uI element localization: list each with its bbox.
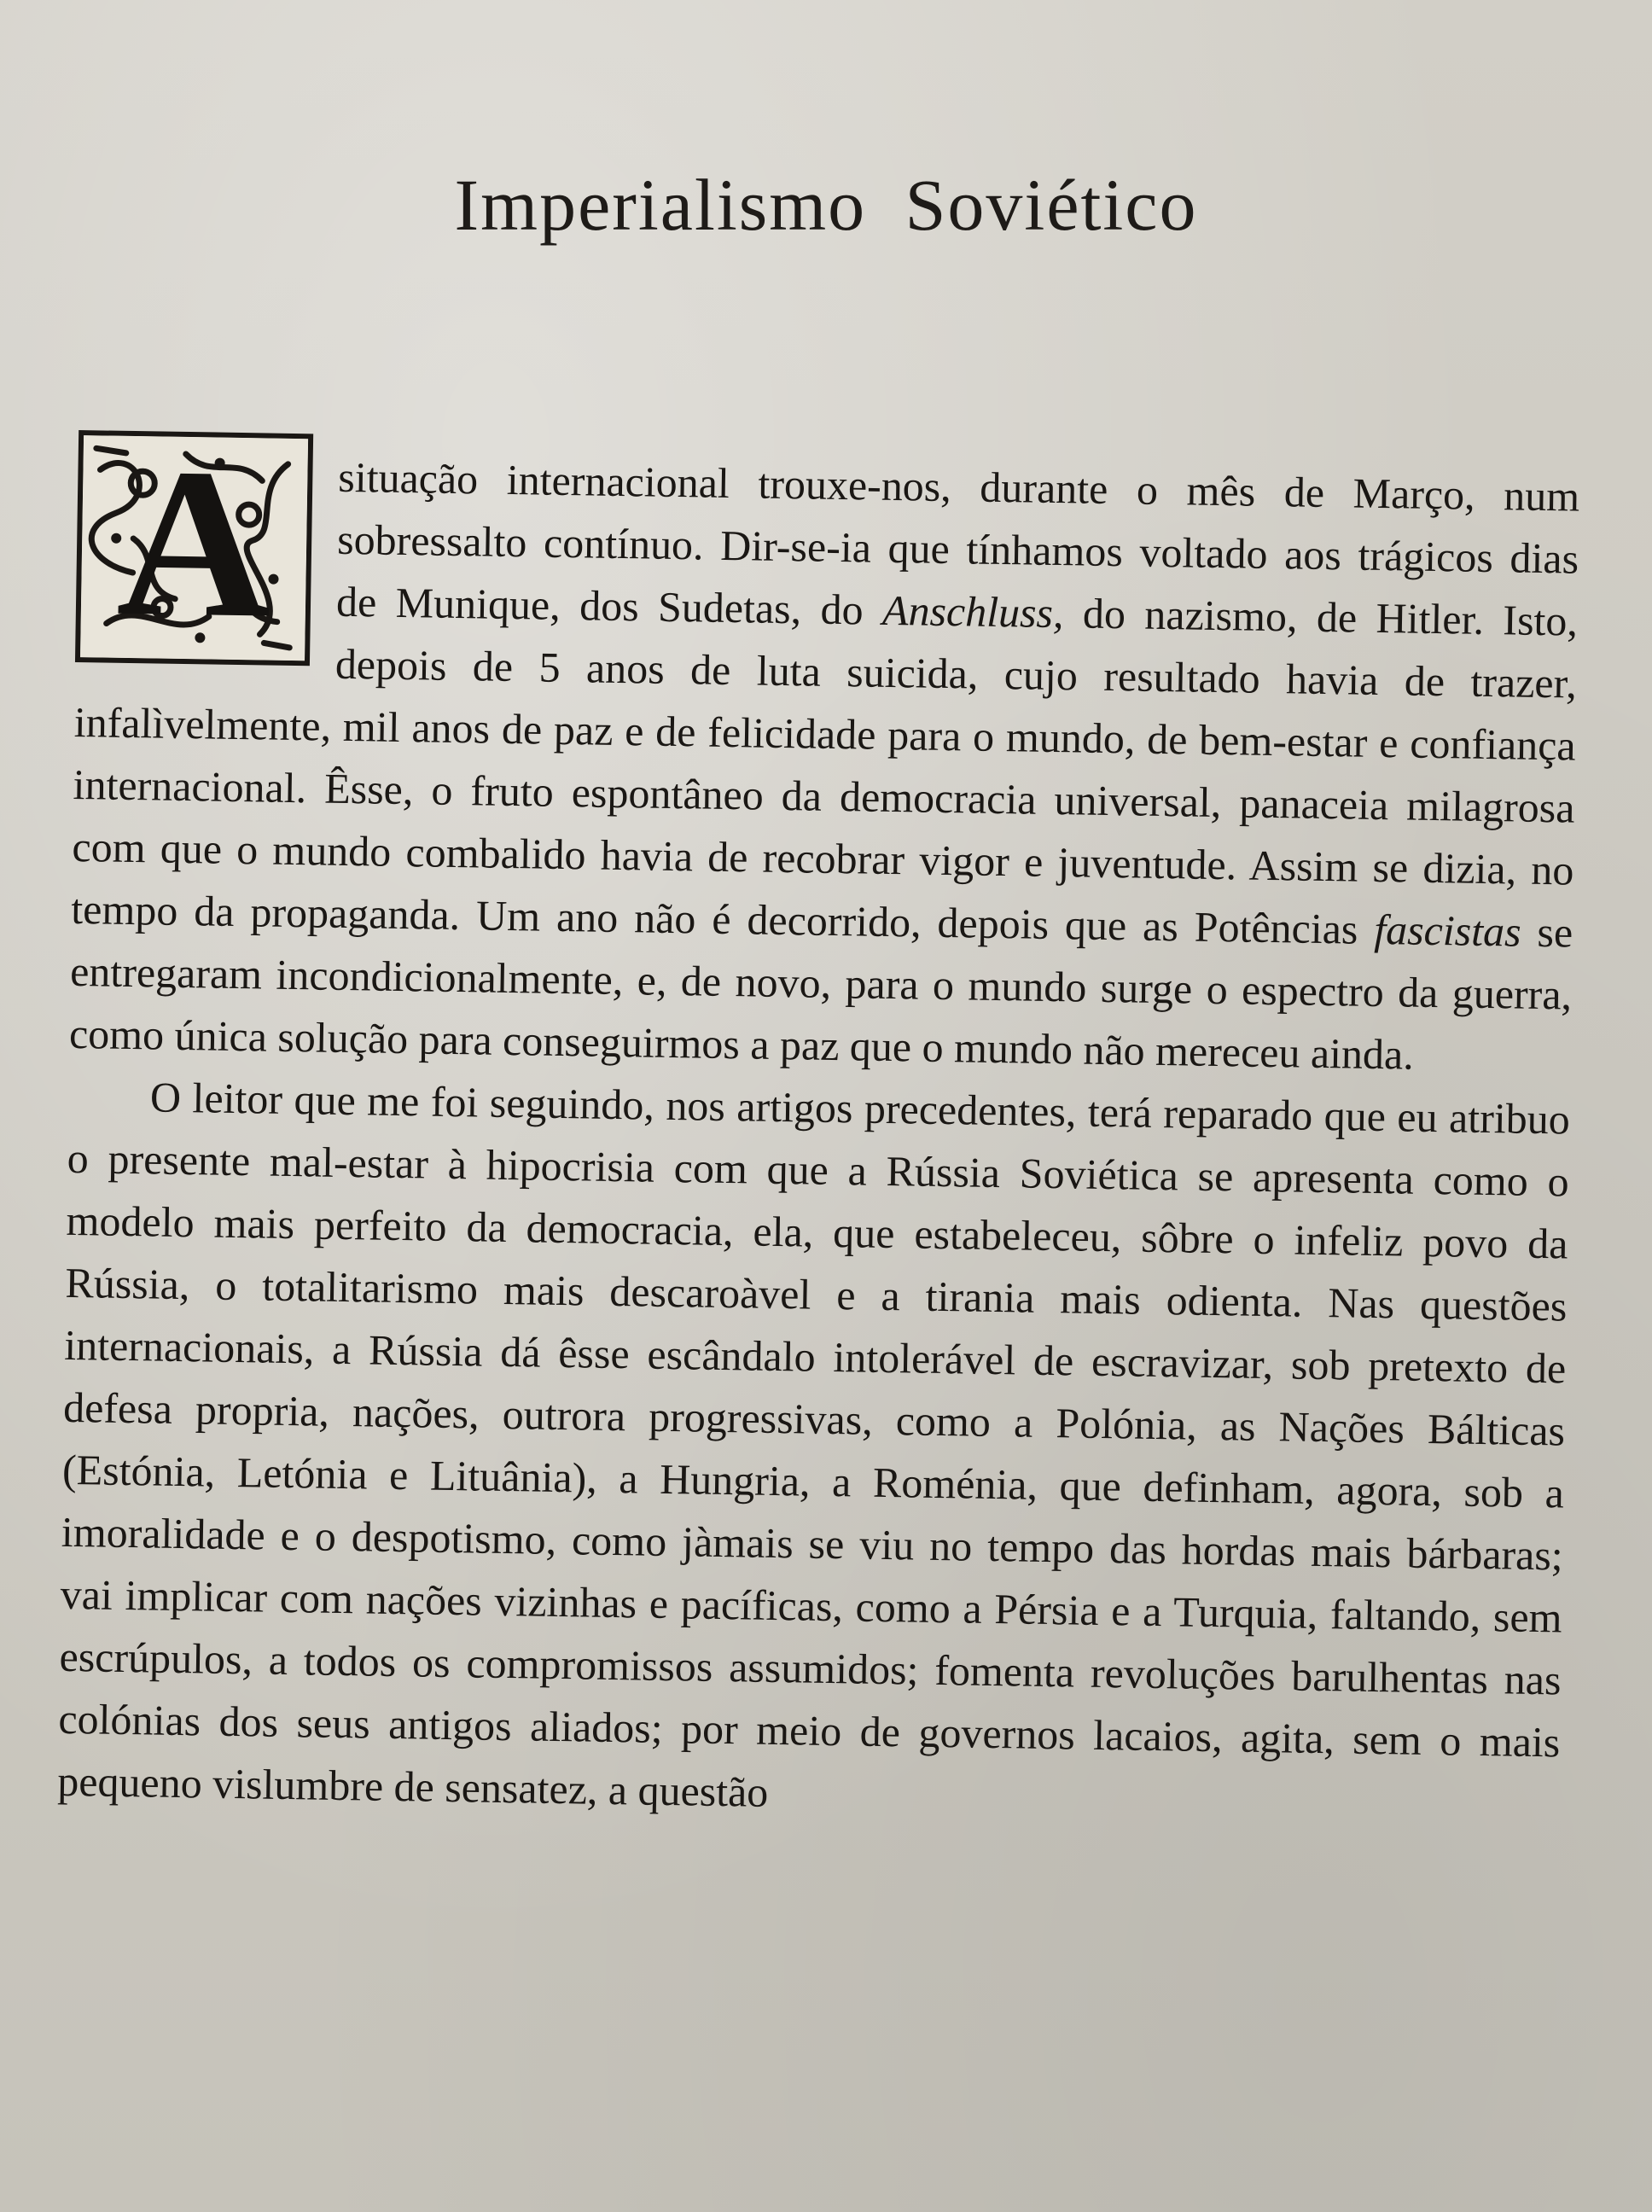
paragraph-2 (57, 1065, 1571, 1837)
drop-cap-letter: A (115, 423, 274, 663)
paragraph-1-italic-anschluss: Anschluss, (881, 585, 1064, 637)
paragraph-1-text-c: se entregaram incondicionalmente, e, de novo, para o mundo surge o espectro da guerra, como única solução para conseguirmos a paz que o mundo não mereceu ainda. (68, 907, 1573, 1079)
paragraph-1-italic-fascistas: fascistas (1373, 905, 1522, 956)
drop-cap-ornament (75, 423, 313, 666)
paragraph-2-text: O leitor que me foi seguindo, nos artigos precedentes, terá reparado que eu atribuo o presente mal-estar à hipocrisia com que a Rússia Soviética se apresenta como o modelo mais perfeito da democracia, ela, que estabeleceu, sôbre o infeliz povo da Rússia, o totalitarismo mais descaroàvel e a tirania mais odienta. Nas questões internacionais, a Rússia dá êsse escândalo intolerável de escravizar, sob pretexto de defesa propria, nações, outrora progressivas, como a Polónia, as Nações Bálticas (Estónia, Letónia e Lituânia), a Hungria, a Roménia, que definham, agora, sob a imoralidade e o despotismo, como jàmais se viu no tempo das hordas mais bárbaras; vai implicar com nações vizinhas e pacíficas, como a Pérsia e a Turquia, faltando, sem escrúpulos, a todos os compromissos assumidos; fomenta revoluções barulhentas nas colónias dos seus antigos aliados; por meio de governos lacaios, agita, sem o mais pequeno vislumbre de sensatez, a questão (56, 1073, 1571, 1816)
body-text (56, 423, 1580, 1836)
paragraph-1-text-a: situação internacional trouxe-nos, durante o mês de Março, num sobressalto contínuo. Dir-se-ia que tínhamos voltado aos trágicos dias de Munique, dos Sudetas, do (335, 452, 1580, 634)
chapter-title: Imperialismo Soviético (454, 164, 1198, 246)
paragraph-1 (68, 423, 1580, 1089)
paragraph-1-text-b: do nazismo, de Hitler. Isto, depois de 5 anos de luta suicida, cujo resultado havia de trazer, infalìvelmente, mil anos de paz e de felicidade para o mundo, de bem-estar e confiança internacional. Êsse, o fruto espontâneo da democracia universal, panaceia milagrosa com que o mundo combalido havia de recobrar vigor e juventude. Assim se dizia, no tempo da propaganda. Um ano não é decorrido, depois que as Potências (70, 589, 1579, 953)
